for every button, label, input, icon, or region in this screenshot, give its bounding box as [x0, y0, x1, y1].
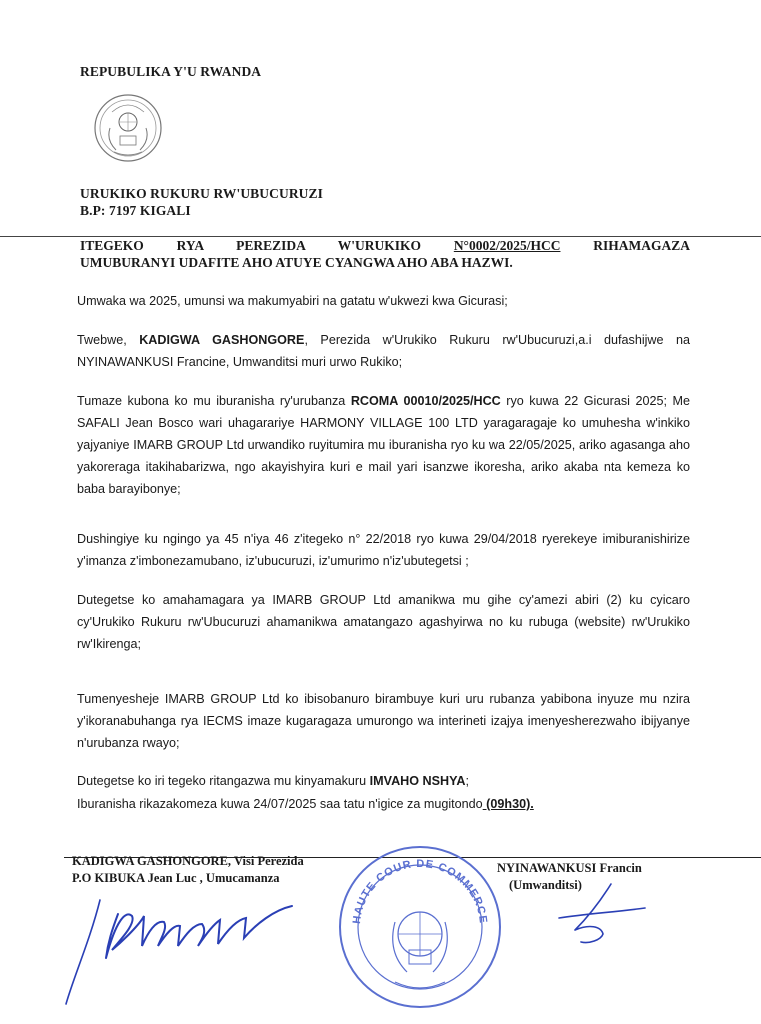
paragraph-hearing — [77, 793, 690, 815]
p3-text-b: ryo kuwa 22 Gicurasi 2025; Me SAFALI Jean Bosco wari uhagarariye HARMONY VILLAGE 100 LTD yaragaragaje ko umuhesha w'inkiko yajyaniye IMARB GROUP Ltd urwandiko ruyitumira mu iburanisha ryo ku wa 22/05/2025, ariko agasanga aho yakoreraga itakihabarizwa, ngo akayishyira kuri e mail yari isanzwe ikoresha, ariko akaba nta kemeza ko baba barayibonye; — [77, 394, 691, 496]
paragraph-date: Umwaka wa 2025, umunsi wa makumyabiri na gatatu w'ukwezi kwa Gicurasi; — [77, 294, 508, 308]
president-name: KADIGWA GASHONGORE — [139, 333, 305, 347]
seal-text: HAUTE COUR DE COMMERCE — [350, 857, 490, 925]
clerk-name: NYINAWANKUSI Francin — [497, 861, 642, 875]
paragraph-publication — [77, 770, 690, 792]
republic-heading: REPUBULIKA Y'U RWANDA — [80, 64, 262, 79]
court-name: URUKIKO RUKURU RW'UBUCURUZI — [80, 186, 323, 201]
order-title-part1: ITEGEKO RYA PEREZIDA W'URUKIKO — [80, 238, 421, 253]
paragraph-summons-order: Dutegetse ko amahamagara ya IMARB GROUP Ltd amanikwa mu gihe cy'amezi abiri (2) ku cyicaro cy'Urukiko Rukuru rw'Ubucuruzi ahamanikwa amatangazo agashyirwa no ku rubuga (website) rw'Urukiko rw'Ikirenga; — [77, 593, 690, 651]
clerk-signature-icon — [545, 878, 655, 948]
president-signature-icon — [60, 880, 300, 1010]
paragraph-notification: Tumenyesheje IMARB GROUP Ltd ko ibisobanuro birambuye kuri uru rubanza yabibona inyuze mu nzira y'ikoranabuhanga rya IECMS imaze kugaragaza umurongo wa interineti izajya imenyesherezwaho ibijyanye n'urubanza rwayo; — [77, 692, 690, 750]
p7-text-a: Dutegetse ko iri tegeko ritangazwa mu kinyamakuru — [77, 774, 370, 788]
paragraph-composition — [77, 329, 690, 373]
clerk-role: (Umwanditsi) — [509, 878, 582, 892]
p2-text-b: , Perezida w'Urukiko Rukuru rw'Ubucuruzi,a.i dufashijwe na NYINAWANKUSI Francine, Umwanditsi muri urwo Rukiko; — [77, 333, 691, 369]
court-seal-icon — [335, 842, 505, 1012]
order-number: N°0002/2025/HCC — [453, 238, 561, 253]
paragraph-case — [77, 390, 690, 500]
po-box: B.P: 7197 KIGALI — [80, 203, 191, 218]
order-title — [80, 236, 690, 255]
president-signatory: KADIGWA GASHONGORE, Visi Perezida — [72, 854, 304, 868]
p3-text-a: Tumaze kubona ko mu iburanisha ry'urubanza — [77, 394, 351, 408]
order-title-part2: RIHAMAGAZA — [593, 238, 691, 253]
hearing-time: (09h30). — [482, 797, 534, 811]
case-number: RCOMA 00010/2025/HCC — [350, 394, 501, 408]
order-title-line2: UMUBURANYI UDAFITE AHO ATUYE CYANGWA AHO ABA HAZWI. — [80, 255, 513, 270]
p2-text-a: Twebwe, — [77, 333, 140, 347]
p7-text-b: ; — [465, 774, 469, 788]
judge-signatory: P.O KIBUKA Jean Luc , Umucamanza — [72, 871, 280, 885]
p8-text-a: Iburanisha rikazakomeza kuwa 24/07/2025 saa tatu n'igice za mugitondo — [77, 797, 483, 811]
paragraph-legal-basis: Dushingiye ku ngingo ya 45 n'iya 46 z'itegeko n° 22/2018 ryo kuwa 29/04/2018 ryerekeye imiburanishirize y'imanza z'imbonezamubano, iz'ubucuruzi, iz'umurimo n'iz'ubutegetsi ; — [77, 532, 690, 568]
newspaper-name: IMVAHO NSHYA — [369, 774, 466, 788]
rwanda-emblem-icon — [92, 92, 164, 164]
